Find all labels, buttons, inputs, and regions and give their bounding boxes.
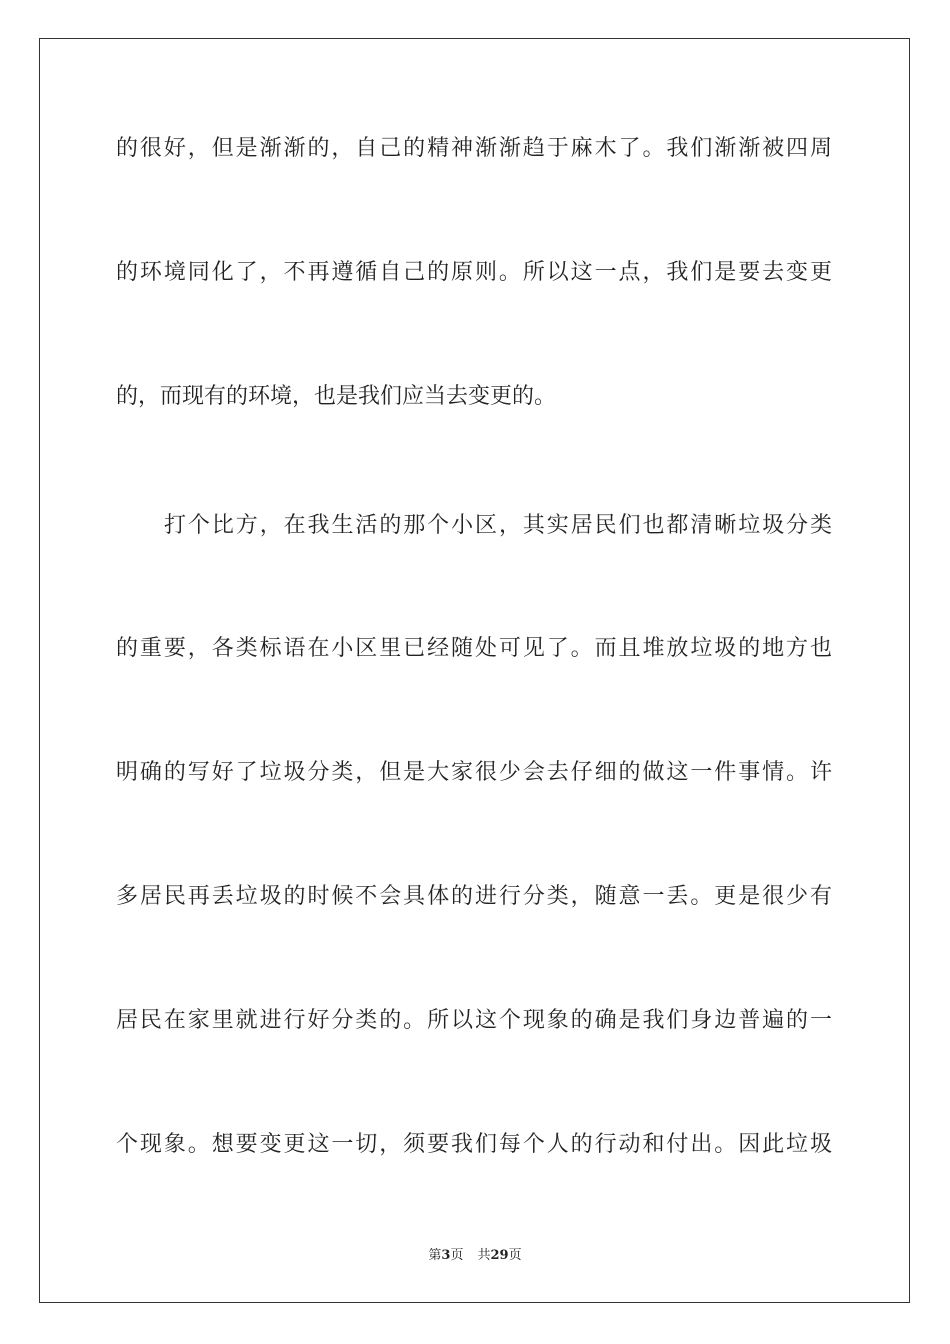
text-line: 多居民再丢垃圾的时候不会具体的进行分类，随意一丢。更是很少有 [116,884,832,909]
page-prefix: 第 [428,1248,442,1263]
total-prefix: 共 [477,1248,491,1263]
page-number: 3 [441,1248,451,1263]
page-suffix: 页 [450,1248,464,1263]
total-pages: 29 [490,1248,509,1263]
text-line: 的重要，各类标语在小区里已经随处可见了。而且堆放垃圾的地方也 [116,636,832,661]
text-line: 的，而现有的环境，也是我们应当去变更的。 [116,384,557,409]
text-line: 个现象。想要变更这一切，须要我们每个人的行动和付出。因此垃圾 [116,1132,832,1157]
text-line: 居民在家里就进行好分类的。所以这个现象的确是我们身边普遍的一 [116,1008,832,1033]
text-line: 的很好，但是渐渐的，自己的精神渐渐趋于麻木了。我们渐渐被四周 [116,136,832,161]
text-line: 的环境同化了，不再遵循自己的原则。所以这一点，我们是要去变更 [116,260,832,285]
text-line: 明确的写好了垃圾分类，但是大家很少会去仔细的做这一件事情。许 [116,760,832,785]
text-line: 打个比方，在我生活的那个小区，其实居民们也都清晰垃圾分类 [164,513,832,538]
page-footer [0,1246,950,1266]
total-suffix: 页 [508,1248,522,1263]
